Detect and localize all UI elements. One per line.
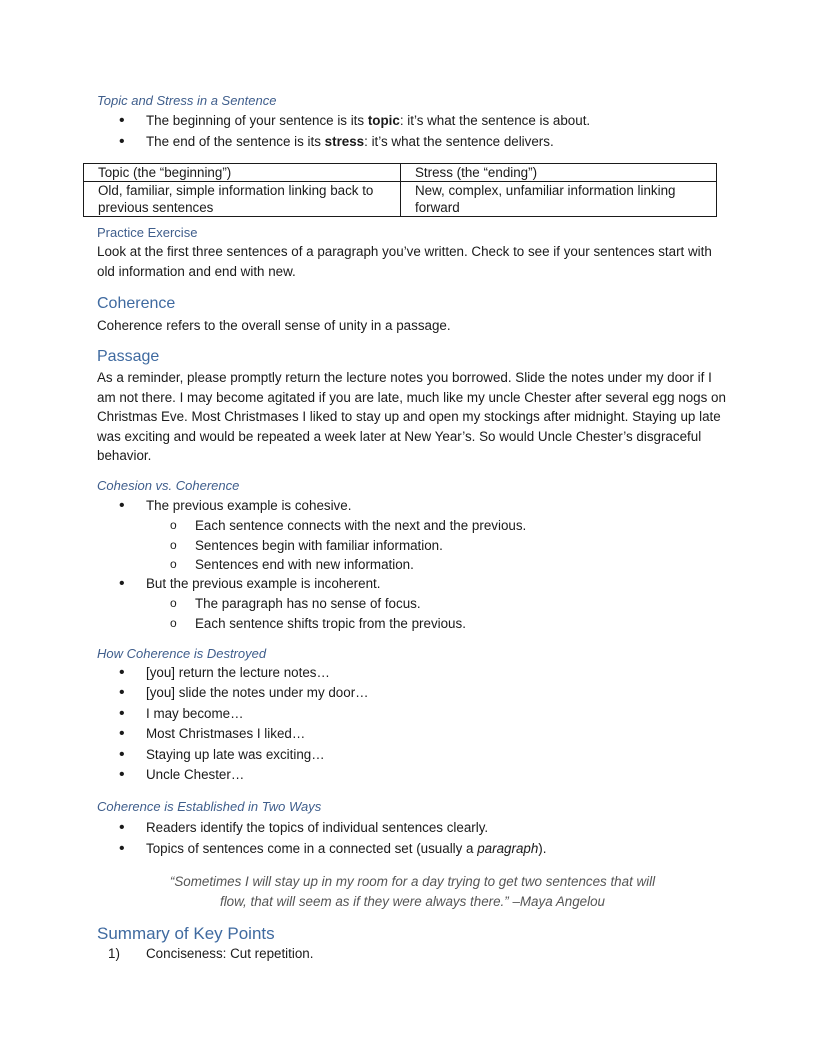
- list-item: • The end of the sentence is its stress: it’s what the sentence delivers.: [97, 132, 728, 153]
- table-cell-stress: New, complex, unfamiliar information linking forward: [401, 182, 717, 217]
- incoherence-list: [97, 574, 728, 595]
- passage-heading: Passage: [97, 348, 160, 365]
- destroyed-heading: How Coherence is Destroyed: [97, 646, 267, 661]
- list-item: o Sentences end with new information.: [97, 555, 728, 575]
- list-item: • Most Christmases I liked…: [97, 724, 728, 744]
- list-item: • Staying up late was exciting…: [97, 745, 728, 765]
- list-item: • [you] return the lecture notes…: [97, 663, 728, 683]
- topic-stress-heading: Topic and Stress in a Sentence: [97, 93, 277, 108]
- list-item: • Uncle Chester…: [97, 765, 728, 785]
- cohesion-sublist-1: [97, 516, 728, 575]
- paragraph-term: paragraph: [477, 840, 539, 856]
- list-item: • But the previous example is incoherent.: [97, 574, 728, 595]
- list-item: • Readers identify the topics of individual sentences clearly.: [97, 818, 728, 839]
- list-item: • The beginning of your sentence is its topic: it’s what the sentence is about.: [97, 111, 728, 132]
- list-item: o Sentences begin with familiar information.: [97, 536, 728, 556]
- list-item: • Topics of sentences come in a connected set (usually a paragraph).: [97, 839, 728, 860]
- stress-term: stress: [324, 133, 365, 149]
- cohesion-list: [97, 496, 728, 517]
- summary-item-number: 1): [108, 946, 120, 961]
- list-item: • I may become…: [97, 704, 728, 724]
- coherence-heading: Coherence: [97, 295, 176, 312]
- topic-stress-list: [97, 111, 728, 152]
- summary-item-text: Conciseness: Cut repetition.: [146, 946, 314, 961]
- list-item: • The previous example is cohesive.: [97, 496, 728, 517]
- destroyed-list: [97, 663, 728, 785]
- practice-heading: Practice Exercise: [97, 225, 198, 240]
- established-list: [97, 818, 728, 859]
- summary-heading: Summary of Key Points: [97, 924, 275, 943]
- quote-line-2: flow, that will seem as if they were always there.” –Maya Angelou: [219, 894, 606, 909]
- list-item: o Each sentence connects with the next and the previous.: [97, 516, 728, 536]
- list-item: o The paragraph has no sense of focus.: [97, 594, 728, 614]
- cohesion-sublist-2: [97, 594, 728, 633]
- table-cell-topic: Old, familiar, simple information linking back to previous sentences: [84, 182, 401, 217]
- list-item: o Each sentence shifts tropic from the previous.: [97, 614, 728, 634]
- table-header-stress: Stress (the “ending”): [401, 164, 717, 182]
- coherence-text: Coherence refers to the overall sense of unity in a passage.: [97, 318, 451, 333]
- table-row: [84, 182, 717, 217]
- passage-text: As a reminder, please promptly return the lecture notes you borrowed. Slide the notes under my door if I am not there. I may become agitated if you are late, much like my uncle Chester after several egg nogs on Christmas Eve. Most Christmases I liked to stay up and open my stockings after midnight. Staying up late was exciting and would be repeated a week later at New Year’s. So would Uncle Chester’s disgraceful behavior.: [97, 370, 726, 463]
- table-header-row: [84, 164, 717, 182]
- table-header-topic: Topic (the “beginning”): [84, 164, 401, 182]
- topic-term: topic: [367, 113, 400, 128]
- established-heading: Coherence is Established in Two Ways: [97, 799, 322, 814]
- quote-line-1: “Sometimes I will stay up in my room for a day trying to get two sentences that will: [169, 874, 656, 889]
- practice-text: Look at the first three sentences of a paragraph you’ve written. Check to see if your sentences start with old information and end with new.: [97, 244, 712, 279]
- cohesion-heading: Cohesion vs. Coherence: [97, 478, 240, 493]
- list-item: • [you] slide the notes under my door…: [97, 683, 728, 703]
- topic-stress-table: [83, 163, 717, 217]
